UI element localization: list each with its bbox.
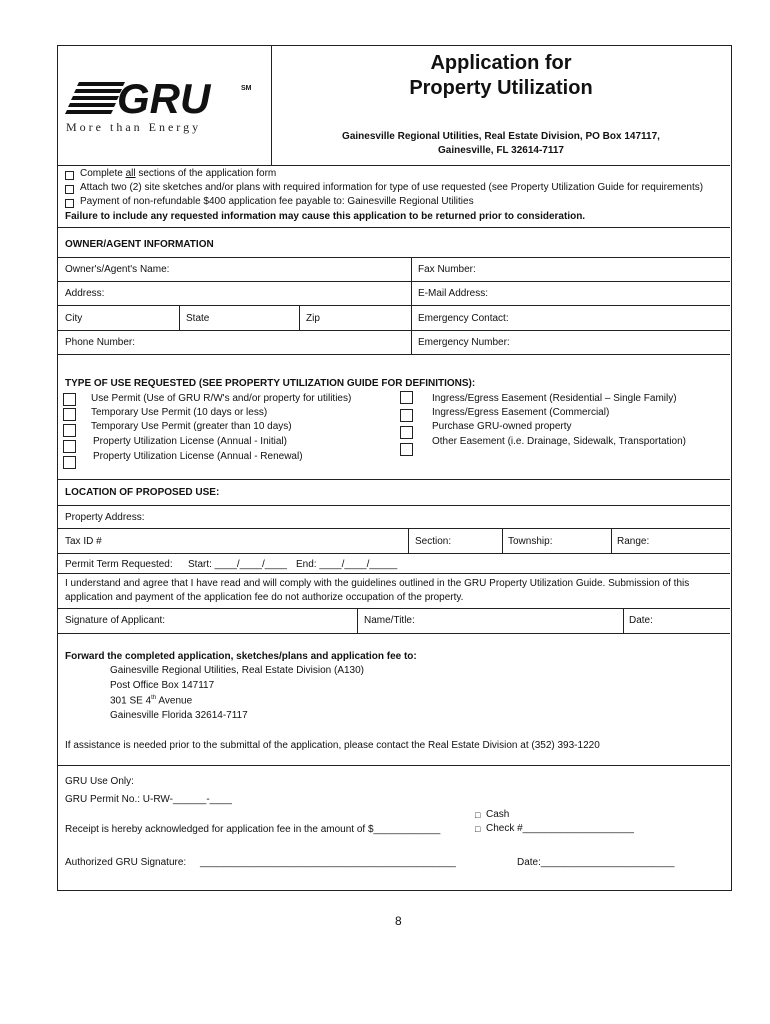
instruction-1-post: sections of the application form (135, 168, 277, 179)
date-label: Date: (629, 615, 653, 626)
checkbox-purchase-property[interactable] (400, 426, 413, 439)
permit-term-label: Permit Term Requested: (65, 559, 173, 570)
svg-text:GRU: GRU (117, 76, 211, 116)
forward-line2: Post Office Box 147117 (110, 680, 215, 691)
owner-heading: OWNER/AGENT INFORMATION (65, 239, 214, 250)
forward-line4: Gainesville Florida 32614-7117 (110, 710, 248, 721)
use-option-6: Ingress/Egress Easement (Residential – Single Family) (432, 393, 677, 404)
form-title-line1: Application for (430, 52, 572, 74)
use-option-8: Purchase GRU-owned property (432, 421, 572, 432)
form-title-line2: Property Utilization (409, 77, 593, 99)
name-title-label: Name/Title: (364, 615, 415, 626)
forward-line3-pre: 301 SE 4 (110, 695, 152, 707)
tax-id-label: Tax ID # (65, 536, 102, 547)
location-heading: LOCATION OF PROPOSED USE: (65, 487, 220, 498)
use-option-4: Property Utilization License (Annual - Initial) (93, 436, 287, 447)
fax-label: Fax Number: (418, 264, 476, 275)
instruction-1 (80, 168, 276, 179)
checkbox-attach-sketches[interactable] (65, 185, 74, 194)
title-cell (272, 46, 730, 165)
header-address-line1: Gainesville Regional Utilities, Real Estate Division, PO Box 147117, (342, 131, 660, 142)
assistance-text: If assistance is needed prior to the submittal of the application, please contact the Real Estate Division at (352) 393-1220 (65, 740, 600, 751)
instruction-3: Payment of non-refundable $400 application fee payable to: Gainesville Regional Utilities (80, 196, 474, 207)
header-address (272, 130, 730, 158)
forward-line3 (110, 695, 192, 706)
form-header (58, 46, 730, 166)
use-option-3: Temporary Use Permit (greater than 10 days) (91, 421, 292, 432)
use-option-9: Other Easement (i.e. Drainage, Sidewalk, Transportation) (432, 436, 687, 447)
checkbox-payment[interactable] (65, 199, 74, 208)
use-option-5: Property Utilization License (Annual - Renewal) (93, 451, 303, 462)
signature-label: Signature of Applicant: (65, 615, 166, 626)
range-label: Range: (617, 536, 650, 547)
header-address-line2: Gainesville, FL 32614-7117 (437, 145, 564, 156)
instruction-1-underlined: all (125, 168, 136, 179)
cash-checkbox-icon[interactable]: □ (475, 810, 481, 820)
logo-cell (58, 46, 272, 165)
svg-text:SM: SM (241, 85, 252, 92)
instruction-warning: Failure to include any requested information may cause this application to be returned prior to consideration. (65, 211, 586, 222)
checkbox-temp-use-10-or-less[interactable] (63, 408, 76, 421)
page-number: 8 (395, 914, 402, 928)
forward-line3-sup: th (151, 695, 157, 701)
gru-use-heading: GRU Use Only: (65, 776, 134, 787)
checkbox-license-initial[interactable] (63, 440, 76, 453)
zip-label: Zip (306, 313, 320, 324)
checkbox-other-easement[interactable] (400, 443, 413, 456)
township-label: Township: (508, 536, 553, 547)
use-option-2: Temporary Use Permit (10 days or less) (91, 407, 268, 418)
city-label: City (65, 313, 83, 324)
logo-tagline: More than Energy (66, 120, 202, 134)
permit-start[interactable]: Start: ____/____/____ (188, 559, 287, 570)
emergency-number-label: Emergency Number: (418, 337, 510, 348)
receipt-text: Receipt is hereby acknowledged for application fee in the amount of $____________ (65, 824, 441, 835)
gru-logo (65, 76, 255, 121)
section-label: Section: (415, 536, 452, 547)
checkbox-license-renewal[interactable] (63, 456, 76, 469)
use-type-heading: TYPE OF USE REQUESTED (SEE PROPERTY UTILIZATION GUIDE FOR DEFINITIONS): (65, 378, 476, 389)
phone-label: Phone Number: (65, 337, 136, 348)
agreement-line1: I understand and agree that I have read and will comply with the guidelines outlined in the GRU Property Utilization Guide. Submission of this (65, 578, 690, 589)
use-option-1: Use Permit (Use of GRU R/W's and/or property for utilities) (91, 393, 352, 404)
checkbox-temp-use-greater-10[interactable] (63, 424, 76, 437)
gru-signature-line[interactable]: ______________________________________________ (200, 857, 456, 868)
gru-permit-no[interactable]: GRU Permit No.: U-RW-______-____ (65, 794, 232, 805)
address-label: Address: (65, 288, 105, 299)
agreement-line2: application and payment of the application fee do not authorize occupation of the property. (65, 592, 464, 603)
cash-label: Cash (486, 809, 510, 820)
checkbox-complete-sections[interactable] (65, 171, 74, 180)
check-checkbox-icon[interactable]: □ (475, 824, 481, 834)
checkbox-easement-commercial[interactable] (400, 409, 413, 422)
emergency-contact-label: Emergency Contact: (418, 313, 509, 324)
state-label: State (186, 313, 210, 324)
use-option-7: Ingress/Egress Easement (Commercial) (432, 407, 610, 418)
checkbox-easement-residential[interactable] (400, 391, 413, 404)
permit-end[interactable]: End: ____/____/_____ (296, 559, 398, 570)
forward-line3-post: Avenue (156, 695, 193, 707)
forward-line1: Gainesville Regional Utilities, Real Estate Division (A130) (110, 665, 364, 676)
owner-name-label: Owner's/Agent's Name: (65, 264, 170, 275)
email-label: E-Mail Address: (418, 288, 489, 299)
forward-heading: Forward the completed application, sketches/plans and application fee to: (65, 651, 417, 662)
check-label[interactable]: Check #____________________ (486, 823, 634, 834)
gru-signature-label: Authorized GRU Signature: (65, 857, 187, 868)
instruction-1-pre: Complete (80, 168, 126, 179)
application-form (57, 45, 732, 891)
instruction-2: Attach two (2) site sketches and/or plans with required information for type of use requested (see Property Utilization Guide for requirements) (80, 182, 704, 193)
gru-date[interactable]: Date:________________________ (517, 857, 675, 868)
property-address-label: Property Address: (65, 512, 145, 523)
checkbox-use-permit[interactable] (63, 393, 76, 406)
